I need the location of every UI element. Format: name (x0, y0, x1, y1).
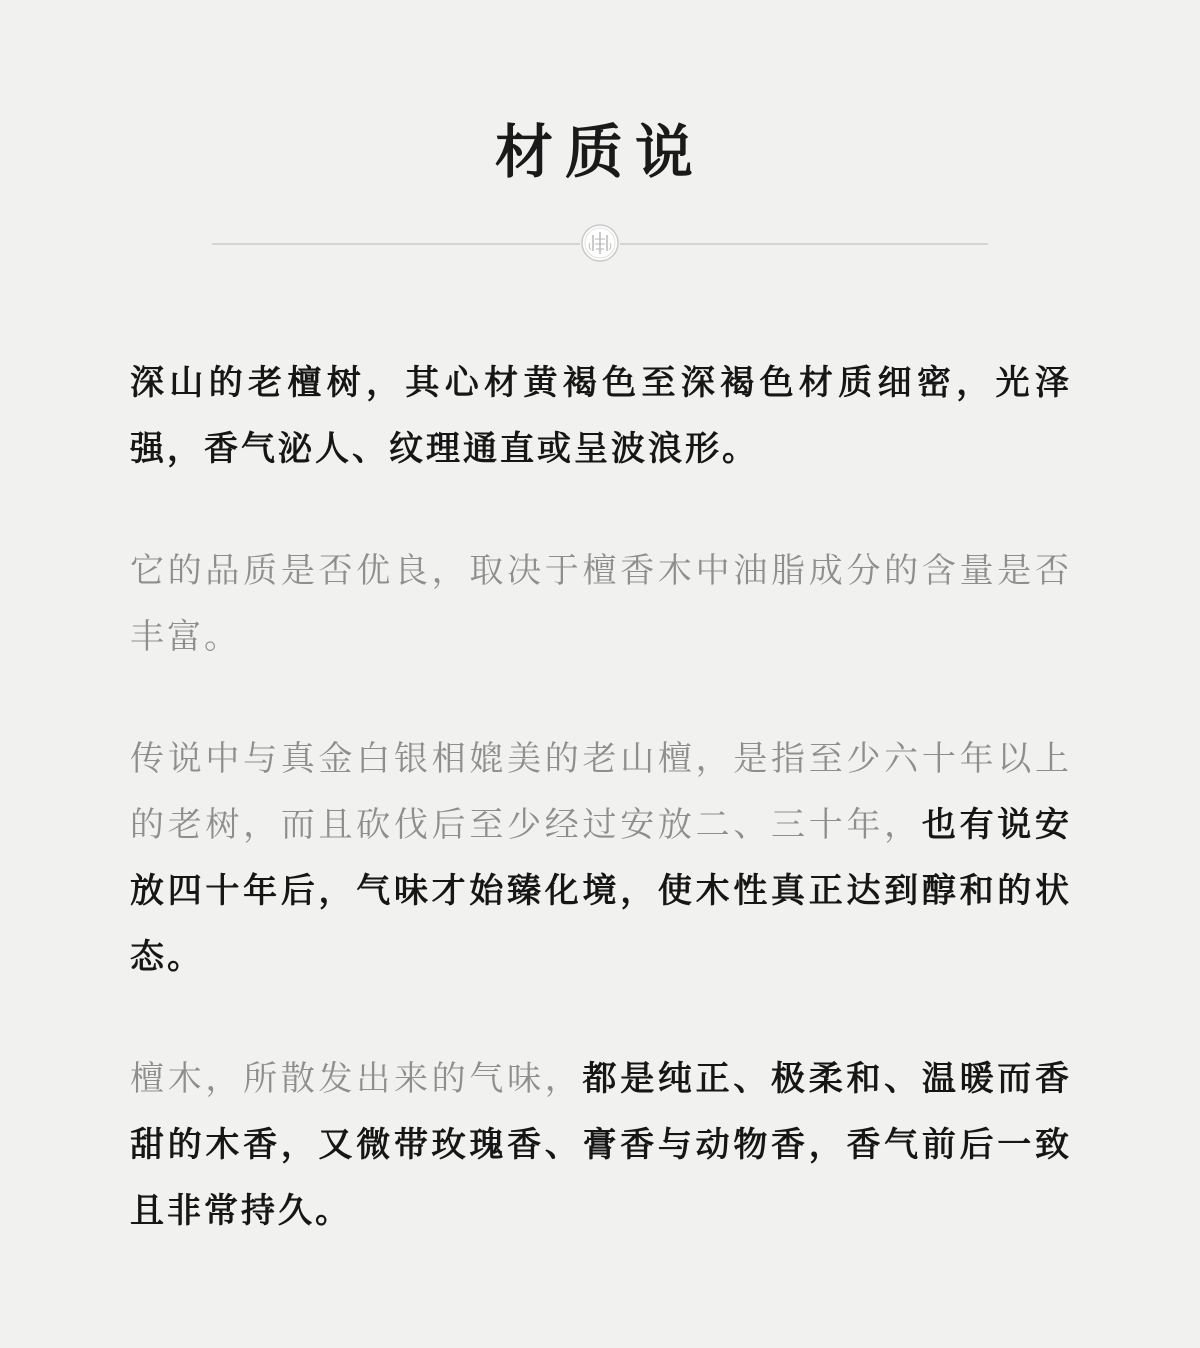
paragraph-text-emphasis: 都是纯正、极柔和、温暖而香甜的木香，又微带玫瑰香、膏香与动物香，香气前后一致且非常持久。 (130, 1059, 1072, 1231)
paragraph-4 (130, 1046, 1072, 1244)
paragraph-text-muted: 传说中与真金白银相媲美的老山檀，是指至少六十年以上的老树，而且砍伐后至少经过安放二、三十年， (130, 739, 1072, 845)
paragraph-1 (130, 350, 1072, 482)
article-body (130, 350, 1072, 1300)
title-divider (212, 223, 988, 263)
paragraph-3 (130, 726, 1072, 990)
paragraph-2 (130, 538, 1072, 670)
paragraph-text: 它的品质是否优良，取决于檀香木中油脂成分的含量是否丰富。 (130, 551, 1072, 657)
seal-icon (580, 223, 620, 263)
paragraph-text: 深山的老檀树，其心材黄褐色至深褐色材质细密，光泽强，香气泌人、纹理通直或呈波浪形。 (130, 363, 1072, 469)
divider-line-right (620, 243, 988, 245)
paragraph-text-emphasis: 也有说安放四十年后，气味才始臻化境，使木性真正达到醇和的状态。 (130, 805, 1072, 977)
divider-line-left (212, 243, 580, 245)
paragraph-text-muted: 檀木，所散发出来的气味， (130, 1059, 583, 1099)
page-title: 材质说 (494, 118, 705, 186)
